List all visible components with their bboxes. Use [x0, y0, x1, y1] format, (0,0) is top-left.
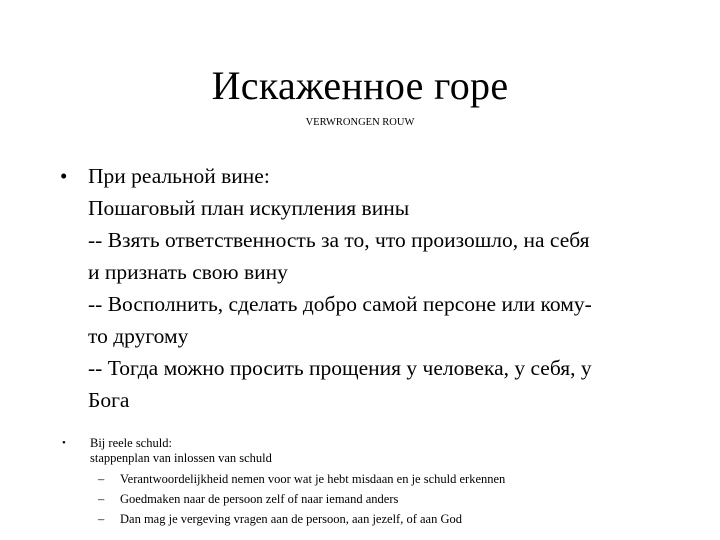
dash-marker: – [98, 512, 105, 526]
list-item-text: Verantwoordelijkheid nemen voor wat je hebt misdaan en je schuld erkennen [120, 472, 506, 486]
list-item-text: Goedmaken naar de persoon zelf of naar iemand anders [120, 492, 399, 506]
dutch-bullet-heading [90, 436, 702, 466]
ru-line: -- Тогда можно просить прощения у человека, у себя, у [88, 356, 592, 380]
nl-heading-line: Bij reele schuld: [90, 436, 172, 450]
russian-bullet-text [88, 160, 680, 416]
dutch-sub-list [62, 469, 702, 529]
ru-line: При реальной вине: [88, 164, 270, 188]
list-item [98, 469, 702, 489]
dutch-bullet-block [62, 436, 702, 529]
slide-subtitle [0, 116, 720, 130]
bullet-dot: • [62, 437, 66, 449]
slide-title-text: Искаженное горе [211, 63, 509, 108]
nl-heading-line: stappenplan van inlossen van schuld [90, 451, 272, 465]
ru-line: и признать свою вину [88, 260, 288, 284]
ru-line: то другому [88, 324, 189, 348]
slide-subtitle-text: VERWRONGEN ROUW [305, 117, 415, 128]
bullet-dot: • [60, 164, 68, 188]
list-item [98, 489, 702, 509]
dash-marker: – [98, 472, 105, 486]
russian-bullet-block [60, 160, 680, 416]
ru-line: Бога [88, 388, 130, 412]
list-item [98, 509, 702, 529]
ru-line: -- Взять ответственность за то, что произошло, на себя [88, 228, 590, 252]
ru-line: Пошаговый план искупления вины [88, 196, 410, 220]
ru-line: -- Восполнить, сделать добро самой персоне или кому- [88, 292, 592, 316]
slide-title [0, 62, 720, 110]
list-item-text: Dan mag je vergeving vragen aan de persoon, aan jezelf, of aan God [120, 512, 462, 526]
dash-marker: – [98, 492, 105, 506]
